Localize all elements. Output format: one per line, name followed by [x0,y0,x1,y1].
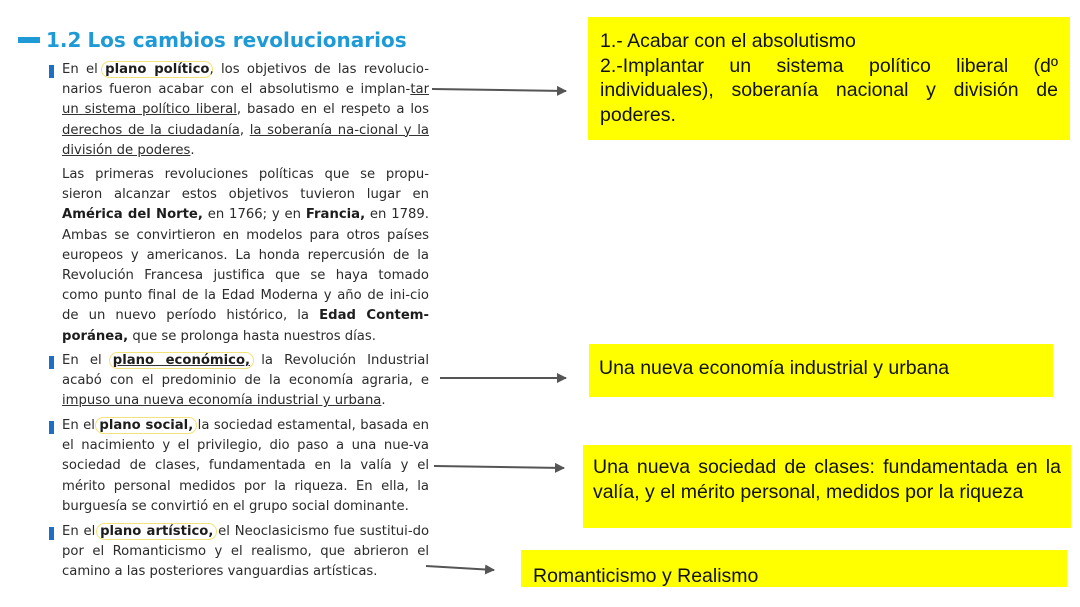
bold-edad-contemporanea: Edad Contem-poránea, [62,308,430,344]
note-politico-line1: 1.- Acabar con el absolutismo [600,30,856,52]
note-social [583,445,1071,528]
term-plano-social: plano social, [95,417,197,434]
paragraph-artistico: En el plano artístico, el Neoclasicismo fue sustitui-do por el Romanticismo y el realismo, que abrieron el camino a las posteriores vanguardias artísticas. [62,524,430,580]
arrow-social [434,466,564,468]
term-plano-politico: plano político [101,61,213,78]
term-plano-economico: plano económico, [109,352,254,369]
note-politico [588,17,1070,140]
underline-nueva-economia: impuso una nueva economía industrial y urbana [62,393,382,409]
note-economico: Una nueva economía industrial y urbana [589,344,1053,397]
section-title: Los cambios revolucionarios [87,28,407,52]
section-number: 1.2 [46,28,82,52]
arrow-politico [432,89,566,91]
note-artistico: Romanticismo y Realismo [521,550,1067,587]
paragraph-social: En el plano social, la sociedad estamental, basada en el nacimiento y el privilegio, dio paso a una nue-va sociedad de clases, fundamentada en la valía y el mérito personal medidos por la riqueza. En ella, la burguesía se convirtió en el grupo social dominante. [62,418,430,514]
paragraph-economico: En el plano económico, la Revolución Industrial acabó con el predominio de la economía agraria, e impuso una nueva economía industrial y urbana. [62,353,429,409]
term-plano-artistico: plano artístico, [96,523,217,540]
paragraph-politico: En el plano político, los objetivos de las revolucio-narios fueron acabar con el absolutismo e implan-tar un sistema político liberal, basado en el respeto a los derechos de la ciudadanía, la soberanía na-cional y la división de poderes. [62,62,429,158]
paragraph-historia: Las primeras revoluciones políticas que se propu-sieron alcanzar estos objetivos tuvieron lugar en América del Norte, en 1766; y en Francia, en 1789. Ambas se convirtieron en modelos para otros países europeos y americanos. La honda repercusión de la Revolución Francesa justifica que se haya tomado como punto final de la Edad Moderna y año de ini-cio de un nuevo período histórico, la Edad Contem-poránea, que se prolonga hasta nuestros días. [62,167,430,344]
arrow-artistico [426,566,494,570]
underline-sistema-liberal: tar un sistema político liberal [62,82,429,118]
note-politico-line2: 2.-Implantar un sistema político liberal (dº individuales), soberanía nacional y división de poderes. [600,54,1058,126]
bold-francia: Francia, [305,207,366,223]
underline-soberania: la soberanía na-cional y la división de poderes [62,122,429,158]
underline-derechos: derechos de la ciudadanía [62,122,240,138]
note-social-text: Una nueva sociedad de clases: fundamentada en la valía, y el mérito personal, medidos por la riqueza [593,456,1061,503]
bold-america: América del Norte, [62,207,203,223]
